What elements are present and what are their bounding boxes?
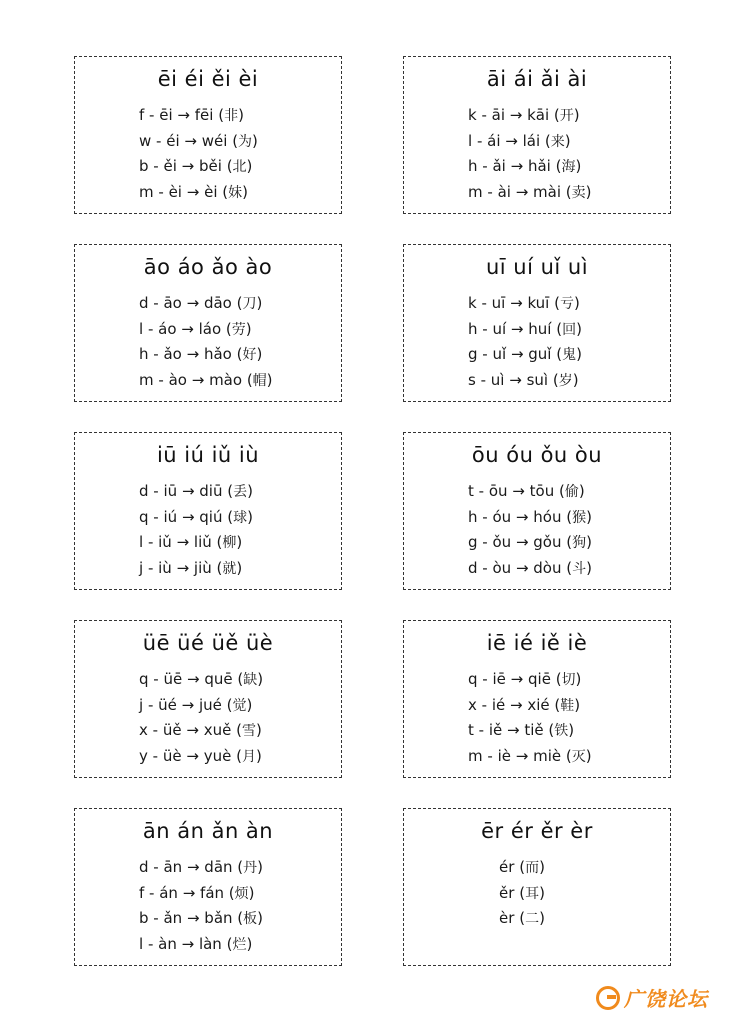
syllable-row: f - ēi → fēi (非) — [139, 106, 244, 124]
final: ǎi — [492, 157, 506, 175]
hanzi: 二 — [525, 911, 540, 927]
syllable-row: h - ǎi → hǎi (海) — [468, 157, 582, 175]
syllable: èi — [204, 182, 218, 201]
card-rows — [404, 667, 670, 769]
hanzi: 月 — [241, 748, 256, 765]
card-rows — [404, 103, 670, 205]
syllable-row: l - ái → lái (来) — [468, 131, 571, 150]
final: üè — [162, 746, 182, 765]
card-title: ēr ér ěr èr — [481, 819, 593, 843]
initial: d — [139, 294, 149, 312]
initial: m — [139, 182, 154, 201]
hanzi: 切 — [561, 672, 576, 688]
pinyin-card — [74, 244, 342, 402]
syllable-row: h - uí → huí (回) — [468, 319, 582, 338]
final: üé — [158, 695, 177, 714]
pinyin-card — [74, 432, 342, 590]
syllable: kuī — [527, 294, 550, 312]
final: uǐ — [492, 345, 507, 363]
initial: s — [468, 370, 476, 389]
final: uī — [491, 294, 506, 312]
syllable-row: x - ié → xié (鞋) — [468, 695, 581, 714]
syllable-row: w - éi → wéi (为) — [139, 131, 258, 150]
final: ài — [497, 182, 511, 201]
initial: d — [139, 482, 149, 500]
hanzi: 帽 — [252, 372, 267, 389]
hanzi: 雪 — [241, 723, 256, 739]
watermark-text: 广饶论坛 — [624, 987, 708, 1011]
hanzi: 鞋 — [560, 697, 575, 714]
hanzi: 卖 — [571, 184, 586, 201]
initial: d — [139, 858, 149, 876]
syllable: diū — [199, 482, 223, 500]
initial: j — [139, 558, 144, 577]
syllable-row: ér (而) — [499, 858, 545, 876]
initial: d — [468, 558, 478, 577]
final: ān — [163, 858, 183, 876]
syllable: kāi — [527, 106, 550, 124]
hanzi: 烦 — [234, 885, 249, 902]
final: ǎn — [163, 909, 183, 927]
card-rows — [75, 479, 341, 581]
hanzi: 北 — [232, 159, 247, 175]
syllable-row: èr (二) — [499, 909, 545, 927]
final: üē — [163, 670, 183, 688]
final: óu — [492, 507, 512, 526]
watermark — [596, 983, 708, 1013]
hanzi: 为 — [238, 133, 253, 150]
initial: q — [468, 670, 478, 688]
pinyin-card — [403, 808, 671, 966]
hanzi: 缺 — [243, 672, 258, 688]
card-rows — [75, 855, 341, 957]
initial: m — [468, 746, 483, 765]
syllable-row: h - óu → hóu (猴) — [468, 507, 592, 526]
syllable-row: d - āo → dāo (刀) — [139, 294, 263, 312]
hanzi: 灭 — [571, 748, 586, 765]
initial: g — [468, 345, 478, 363]
hanzi: 球 — [233, 509, 248, 526]
initial: w — [139, 131, 152, 150]
hanzi: 妹 — [228, 184, 243, 201]
hanzi: 开 — [559, 108, 574, 124]
syllable-row: d - ān → dān (丹) — [139, 858, 264, 876]
syllable: jiù — [193, 558, 212, 577]
initial: x — [139, 721, 148, 739]
card-rows — [75, 291, 341, 393]
final: iù — [158, 558, 172, 577]
syllable: dāo — [203, 294, 232, 312]
pinyin-card — [74, 620, 342, 778]
pinyin-card — [403, 620, 671, 778]
final: án — [159, 883, 178, 902]
syllable-row: b - ěi → běi (北) — [139, 157, 253, 175]
hanzi: 就 — [222, 560, 237, 577]
final: ǒu — [492, 533, 512, 551]
final: éi — [166, 131, 180, 150]
initial: t — [468, 721, 474, 739]
pinyin-card — [403, 432, 671, 590]
syllable: dān — [204, 858, 233, 876]
final: ěi — [163, 157, 177, 175]
syllable-row: m - ào → mào (帽) — [139, 370, 273, 389]
syllable: mào — [209, 370, 243, 389]
card-title: ōu óu ǒu òu — [471, 443, 603, 467]
final: àn — [158, 934, 177, 953]
final: āo — [163, 294, 182, 312]
hanzi: 柳 — [222, 535, 237, 551]
card-title: üē üé üě üè — [142, 631, 274, 655]
final: ào — [168, 370, 187, 389]
initial: l — [139, 533, 144, 551]
initial: g — [468, 533, 478, 551]
syllable-row: q - iú → qiú (球) — [139, 507, 253, 526]
final: üě — [162, 721, 182, 739]
hanzi: 而 — [525, 860, 540, 876]
initial: l — [139, 319, 144, 338]
syllable: miè — [533, 746, 562, 765]
syllable: qiē — [528, 670, 551, 688]
hanzi: 鬼 — [562, 347, 577, 363]
syllable-row: m - ài → mài (卖) — [468, 182, 592, 201]
syllable: liǔ — [193, 533, 212, 551]
final: ié — [491, 695, 506, 714]
final: iē — [492, 670, 506, 688]
hanzi: 狗 — [572, 535, 587, 551]
hanzi: 好 — [242, 347, 257, 363]
initial: y — [139, 746, 148, 765]
card-rows — [404, 479, 670, 581]
final: uì — [490, 370, 505, 389]
final: áo — [158, 319, 177, 338]
final: ōu — [488, 482, 508, 500]
initial: l — [468, 131, 473, 150]
syllable-row: d - òu → dòu (斗) — [468, 558, 592, 577]
syllable: mài — [533, 182, 562, 201]
initial: q — [139, 670, 149, 688]
card-rows — [75, 667, 341, 769]
syllable: suì — [526, 370, 549, 389]
syllable: láo — [198, 319, 222, 338]
card-title: āo áo ǎo ào — [143, 255, 273, 279]
pinyin-card — [74, 808, 342, 966]
syllable: hǎi — [527, 157, 551, 175]
hanzi: 丹 — [243, 860, 258, 876]
card-title: ēi éi ěi èi — [157, 67, 259, 91]
syllable-row: b - ǎn → bǎn (板) — [139, 909, 264, 927]
syllable-row: f - án → fán (烦) — [139, 883, 255, 902]
hanzi: 觉 — [232, 697, 247, 714]
pinyin-card — [74, 56, 342, 214]
card-rows — [404, 291, 670, 393]
final: iú — [163, 507, 178, 526]
syllable: fēi — [194, 106, 214, 124]
initial: h — [468, 507, 478, 526]
syllable-row: x - üě → xuě (雪) — [139, 721, 262, 739]
initial: l — [139, 934, 144, 953]
final: iǔ — [158, 533, 172, 551]
final: ēi — [159, 106, 173, 124]
hanzi: 猴 — [572, 509, 587, 526]
card-title: iū iú iǔ iù — [156, 443, 260, 467]
hanzi: 刀 — [242, 296, 257, 312]
pinyin-card — [403, 244, 671, 402]
initial: h — [468, 319, 478, 338]
syllable: hǎo — [203, 345, 232, 363]
initial: k — [468, 106, 477, 124]
hanzi: 板 — [243, 911, 258, 927]
syllable-row: y - üè → yuè (月) — [139, 746, 262, 765]
syllable: tōu — [529, 482, 555, 500]
syllable-row: q - üē → quē (缺) — [139, 670, 264, 688]
card-title: āi ái ǎi ài — [486, 67, 588, 91]
final: iè — [497, 746, 511, 765]
hanzi: 烂 — [232, 936, 247, 953]
card-title: ān án ǎn àn — [142, 819, 274, 843]
hanzi: 耳 — [525, 885, 540, 902]
hanzi: 斗 — [572, 560, 587, 577]
syllable: qiú — [199, 507, 223, 526]
syllable: xié — [527, 695, 550, 714]
initial: j — [139, 695, 144, 714]
initial: b — [139, 909, 149, 927]
syllable: ér — [499, 858, 515, 876]
syllable-row: k - uī → kuī (亏) — [468, 294, 580, 312]
syllable-row: s - uì → suì (岁) — [468, 370, 579, 389]
syllable-row: l - iǔ → liǔ (柳) — [139, 533, 243, 551]
card-title: iē ié iě iè — [486, 631, 588, 655]
syllable: bǎn — [204, 909, 233, 927]
syllable: ěr — [499, 883, 515, 902]
syllable-row: t - iě → tiě (铁) — [468, 721, 575, 739]
hanzi: 丢 — [233, 484, 248, 500]
hanzi: 非 — [224, 108, 239, 124]
syllable-row: h - ǎo → hǎo (好) — [139, 345, 263, 363]
syllable-row: k - āi → kāi (开) — [468, 106, 580, 124]
initial: f — [139, 106, 145, 124]
initial: t — [468, 482, 474, 500]
final: èi — [168, 182, 182, 201]
syllable: tiě — [524, 721, 544, 739]
syllable: jué — [198, 695, 222, 714]
syllable: èr — [499, 909, 515, 927]
syllable: lái — [522, 131, 541, 150]
syllable-row: m - èi → èi (妹) — [139, 182, 248, 201]
watermark-logo-icon — [596, 986, 620, 1010]
hanzi: 海 — [561, 159, 576, 175]
initial: b — [139, 157, 149, 175]
syllable-row: m - iè → miè (灭) — [468, 746, 592, 765]
hanzi: 岁 — [558, 372, 573, 389]
initial: x — [468, 695, 477, 714]
final: āi — [491, 106, 505, 124]
final: iū — [163, 482, 178, 500]
syllable: guǐ — [528, 345, 552, 363]
card-rows — [404, 855, 670, 932]
initial: h — [139, 345, 149, 363]
hanzi: 偷 — [564, 484, 579, 500]
final: ǎo — [163, 345, 182, 363]
initial: m — [468, 182, 483, 201]
initial: m — [139, 370, 154, 389]
syllable: làn — [198, 934, 222, 953]
initial: f — [139, 883, 145, 902]
initial: k — [468, 294, 477, 312]
syllable: běi — [199, 157, 222, 175]
syllable-row: j - üé → jué (觉) — [139, 695, 253, 714]
final: iě — [488, 721, 503, 739]
syllable: huí — [528, 319, 552, 338]
syllable-row: q - iē → qiē (切) — [468, 670, 582, 688]
pinyin-card — [403, 56, 671, 214]
initial: q — [139, 507, 149, 526]
syllable: quē — [204, 670, 233, 688]
syllable-row: l - áo → láo (劳) — [139, 319, 252, 338]
syllable: xuě — [203, 721, 232, 739]
syllable-row: d - iū → diū (丢) — [139, 482, 253, 500]
syllable-row: ěr (耳) — [499, 883, 545, 902]
hanzi: 亏 — [559, 296, 574, 312]
final: uí — [492, 319, 507, 338]
syllable: fán — [200, 883, 225, 902]
card-title: uī uí uǐ uì — [485, 255, 589, 279]
syllable: dòu — [533, 558, 562, 577]
hanzi: 劳 — [231, 321, 246, 338]
syllable: gǒu — [533, 533, 562, 551]
card-rows — [75, 103, 341, 205]
syllable-row: l - àn → làn (烂) — [139, 934, 253, 953]
hanzi: 来 — [550, 133, 565, 150]
syllable: yuè — [203, 746, 232, 765]
syllable: wéi — [201, 131, 228, 150]
final: òu — [492, 558, 512, 577]
initial: h — [468, 157, 478, 175]
syllable-row: g - uǐ → guǐ (鬼) — [468, 345, 582, 363]
syllable-row: j - iù → jiù (就) — [139, 558, 243, 577]
hanzi: 回 — [562, 321, 577, 338]
syllable: hóu — [533, 507, 562, 526]
syllable-row: g - ǒu → gǒu (狗) — [468, 533, 592, 551]
syllable-row: t - ōu → tōu (偷) — [468, 482, 585, 500]
hanzi: 铁 — [554, 723, 569, 739]
final: ái — [487, 131, 501, 150]
